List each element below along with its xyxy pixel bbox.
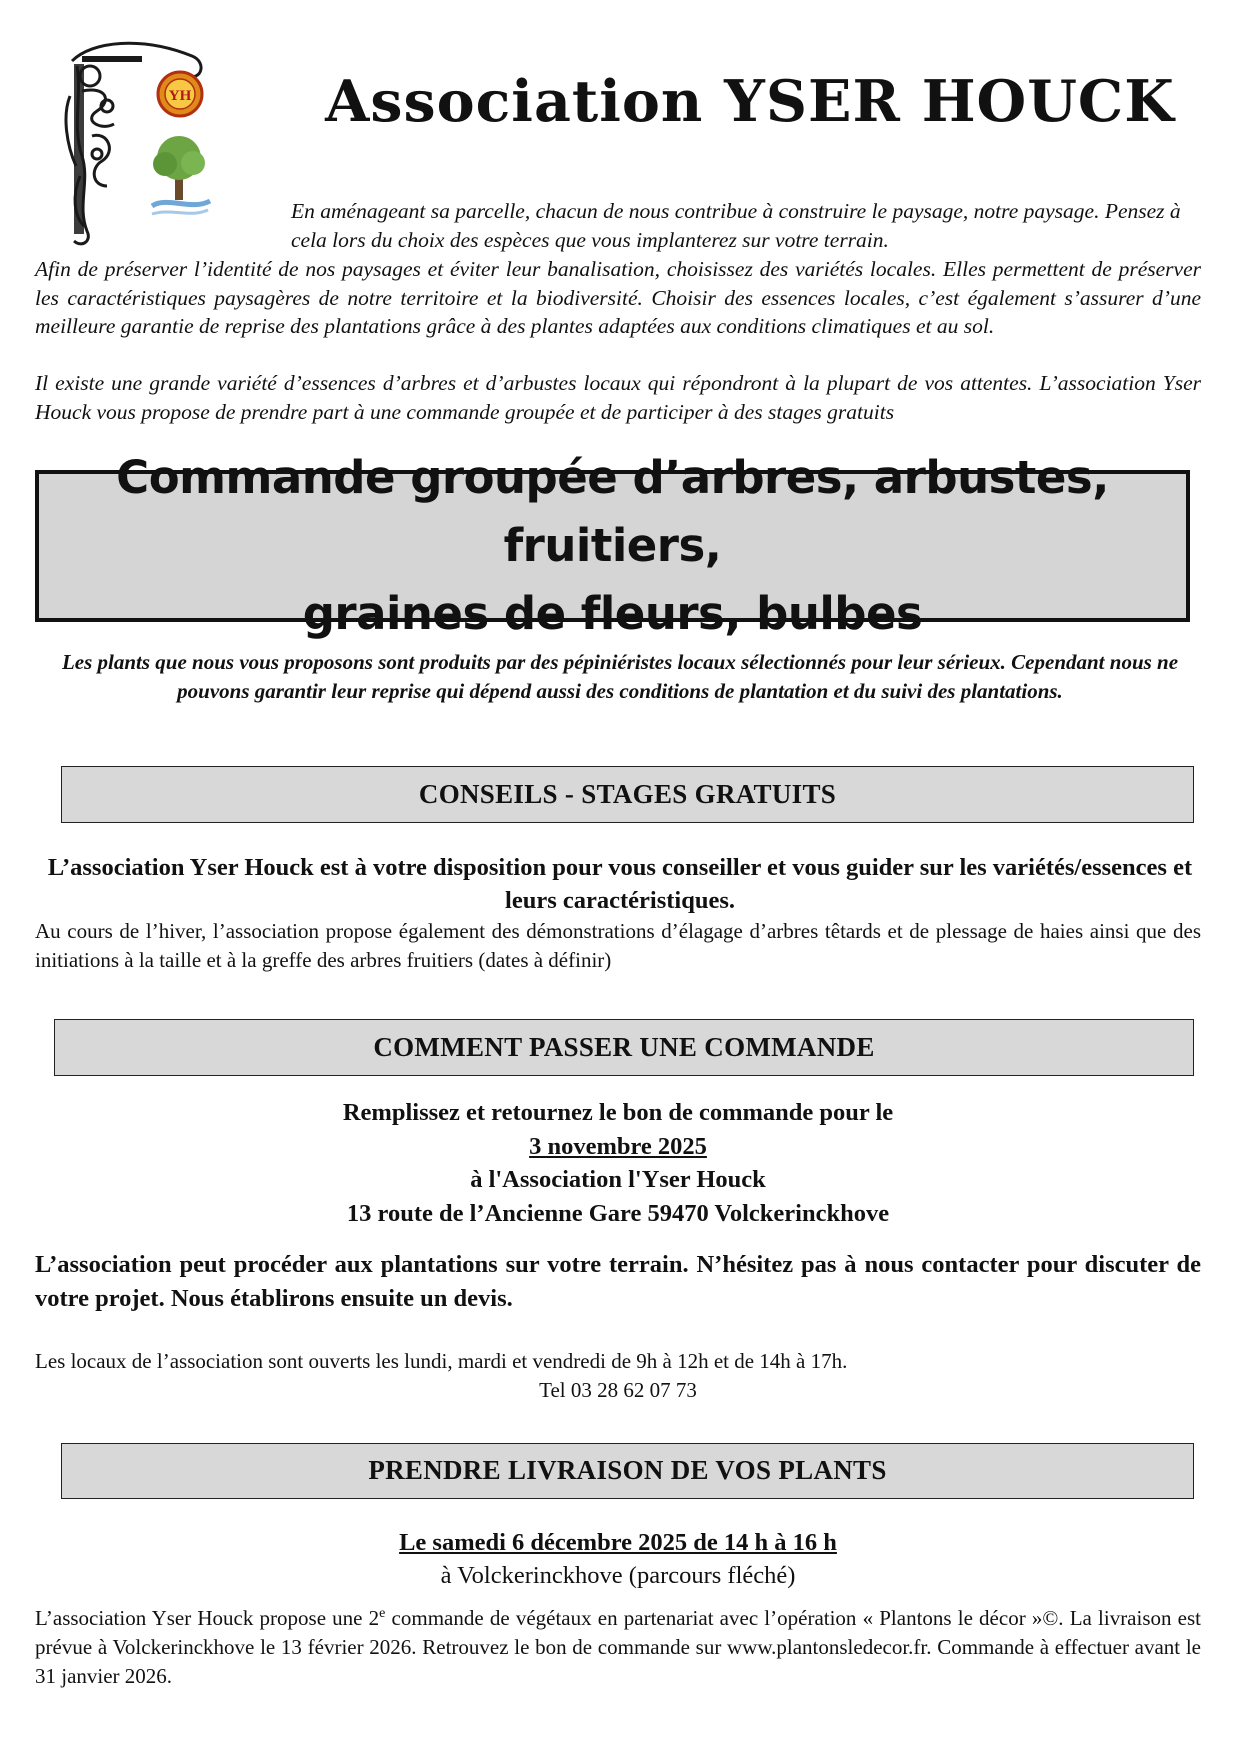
- section-heading-advice: [61, 766, 1194, 823]
- section-heading-delivery-label: PRENDRE LIVRAISON DE VOS PLANTS: [368, 1455, 887, 1485]
- order-instructions: [35, 1096, 1201, 1230]
- second-order-superscript: e: [379, 1606, 386, 1621]
- logo-monogram: YH: [168, 88, 192, 104]
- yh-emblem-icon: [158, 72, 202, 116]
- tree-icon: [152, 136, 210, 214]
- order-line-1: Remplissez et retournez le bon de commande pour le: [342, 1099, 894, 1126]
- banner-line-1: Commande groupée d’arbres, arbustes, fruitiers,: [116, 451, 1109, 572]
- order-address: 13 route de l’Ancienne Gare 59470 Volckerinckhove: [346, 1199, 890, 1227]
- delivery-place: à Volckerinckhove (parcours fléché): [440, 1562, 796, 1589]
- intro-paragraph-3: Il existe une grande variété d’essences d’arbres et d’arbustes locaux qui répondront à la plupart de vos attentes. L’association Yser Houck vous propose de prendre part à une commande groupée et de participer à des stages gratuits: [35, 371, 1201, 424]
- intro-paragraph-1: En aménageant sa parcelle, chacun de nous contribue à construire le paysage, notre paysage. Pensez à cela lors du choix des espèces que vous implanterez sur votre terrain.: [291, 199, 1181, 252]
- section-heading-order-label: COMMENT PASSER UNE COMMANDE: [373, 1032, 875, 1062]
- planting-service-text: L’association peut procéder aux plantations sur votre terrain. N’hésitez pas à nous contacter pour discuter de votre projet. Nous établirons ensuite un devis.: [35, 1251, 1201, 1312]
- main-banner: [35, 451, 1190, 640]
- section-heading-delivery: [61, 1443, 1194, 1499]
- disclaimer-text: Les plants que nous vous proposons sont produits par des pépiniéristes locaux sélectionnés pour leur sérieux. Cependant nous ne pouvons garantir leur reprise qui dépend aussi des conditions de plantation et du suivi des plantations.: [61, 650, 1179, 703]
- order-recipient: à l'Association l'Yser Houck: [470, 1166, 766, 1193]
- second-order-text: [35, 1599, 1201, 1691]
- advice-text: Au cours de l’hiver, l’association propose également des démonstrations d’élagage d’arbres têtards et de plessage de haies ainsi que des initiations à la taille et à la greffe des arbres fruitiers (dates à définir): [35, 919, 1201, 972]
- delivery-date-label: Le samedi 6 décembre 2025 de 14 h à 16 h: [399, 1529, 837, 1556]
- association-logo: [52, 36, 227, 251]
- banner-line-2: graines de fleurs, bulbes: [302, 587, 923, 640]
- intro-paragraph-2: Afin de préserver l’identité de nos paysages et éviter leur banalisation, choisissez des variétés locales. Elles permettent de préserver les caractéristiques paysagères de notre territoire et la biodiversité. Choisir des essences locales, c’est également s’assurer d’une meilleure garantie de reprise des plantations grâce à des plantes adaptées aux conditions climatiques et au sol.: [35, 257, 1201, 338]
- page-title: Association YSER HOUCK: [325, 68, 1175, 135]
- delivery-date: [35, 1526, 1201, 1559]
- second-order-text-a: L’association Yser Houck propose une 2: [35, 1606, 380, 1630]
- second-order-text-b: commande de végétaux en partenariat avec l’opération « Plantons le décor »©. La livraison est prévue à Volckerinckhove le 13 février 2026. Retrouvez le bon de commande sur www.plantonsledecor.fr. Commande à effectuer avant le 31 janvier 2026.: [35, 1606, 1201, 1688]
- opening-hours: Les locaux de l’association sont ouverts les lundi, mardi et vendredi de 9h à 12h et de 14h à 17h.: [35, 1349, 848, 1373]
- order-deadline: 3 novembre 2025: [529, 1132, 707, 1160]
- advice-highlight: L’association Yser Houck est à votre disposition pour vous conseiller et vous guider sur les variétés/essences et leurs caractéristiques.: [47, 854, 1193, 914]
- section-heading-advice-label: CONSEILS - STAGES GRATUITS: [418, 779, 837, 809]
- section-heading-order: [54, 1019, 1194, 1076]
- phone-number: Tel 03 28 62 07 73: [539, 1378, 697, 1402]
